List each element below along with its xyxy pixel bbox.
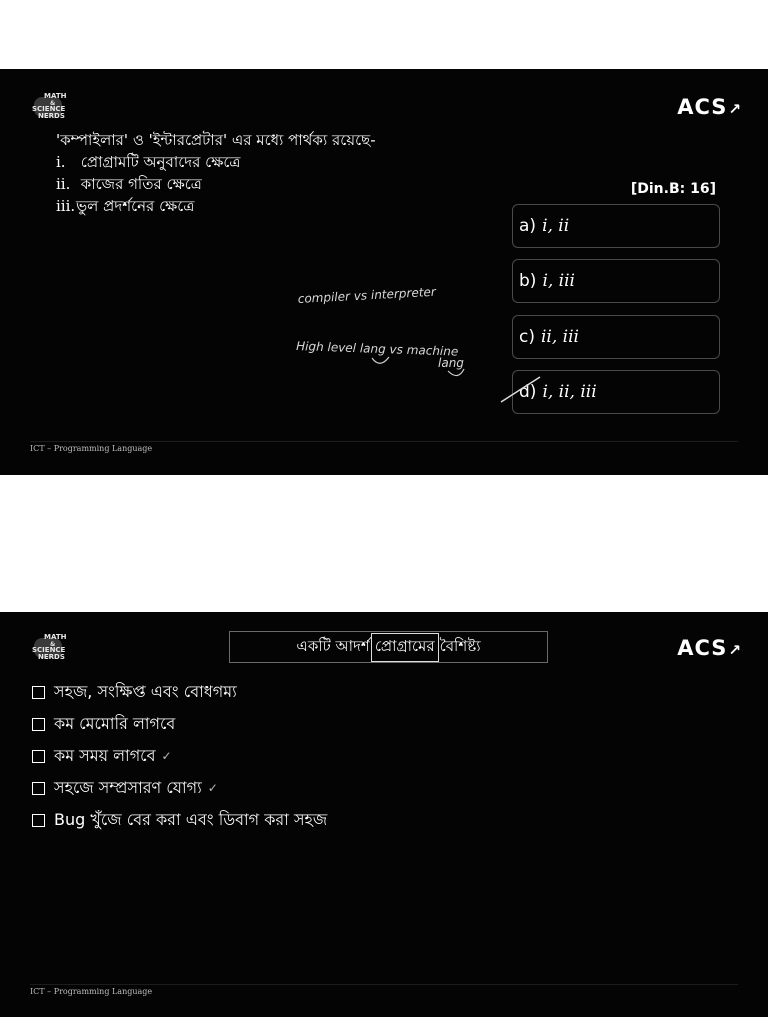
acs-logo-text: ACS (677, 636, 728, 660)
logo-text-amp: & (50, 100, 56, 107)
list-item (32, 740, 333, 772)
list-item-text: কম সময় লাগবে (54, 745, 156, 765)
footer-text: ICT – Programming Language (30, 987, 153, 996)
logo-text-science: SCIENCE (32, 646, 66, 654)
list-item (32, 676, 333, 708)
logo-text-nerds: NERDS (38, 653, 65, 661)
acs-logo (677, 636, 742, 660)
footer-divider (30, 441, 738, 442)
statement-text: কাজের গতির ক্ষেত্রে (80, 175, 202, 193)
footer-divider (30, 984, 738, 985)
checkbox-icon (32, 750, 45, 763)
list-item (32, 804, 333, 836)
checkbox-icon (32, 718, 45, 731)
option-expression: i, ii, iii (542, 382, 597, 402)
statement-number: i. (56, 153, 66, 171)
annotation-line-2: High level lang vs machine (295, 339, 459, 359)
option-expression: i, ii (542, 216, 570, 236)
option-letter: a) (519, 216, 537, 236)
tick-icon: ✓ (161, 749, 172, 763)
title-highlight-box: প্রোগ্রামের (371, 633, 439, 662)
logo-text-nerds: NERDS (38, 112, 65, 120)
tick-icon: ✓ (207, 781, 218, 795)
list-item (32, 772, 333, 804)
statement-number: ii. (56, 175, 71, 193)
annotation-line-3: lang (438, 356, 464, 370)
checkbox-icon (32, 782, 45, 795)
arrow-icon: ↗ (728, 100, 742, 118)
statement-text: প্রোগ্রামটি অনুবাদের ক্ষেত্রে (80, 153, 241, 171)
checkbox-icon (32, 814, 45, 827)
footer-text: ICT – Programming Language (30, 444, 153, 453)
logo-text-math: MATH (44, 633, 67, 641)
option-letter: b) (519, 271, 537, 291)
option-letter: c) (519, 327, 535, 347)
option-expression: i, iii (542, 271, 575, 291)
list-item-text: কম মেমোরি লাগবে (54, 713, 176, 733)
logo-text-science: SCIENCE (32, 105, 66, 113)
underline-curve (372, 357, 389, 363)
board-reference: [Din.B: 16] (630, 181, 716, 197)
logo-text-math: MATH (44, 92, 67, 100)
title-text: বৈশিষ্ট্য (439, 636, 481, 655)
title-text: একটি আদর্শ (296, 636, 370, 655)
option-expression: ii, iii (540, 327, 579, 347)
acs-logo-text: ACS (677, 95, 728, 119)
checkbox-icon (32, 686, 45, 699)
annotation-line-1: compiler vs interpreter (297, 284, 437, 306)
feature-list (32, 676, 333, 836)
handwritten-annotations (0, 69, 768, 475)
question-stem: 'কম্পাইলার' ও 'ইন্টারপ্রেটার' এর মধ্যে পার্থক্য রয়েছে- (56, 131, 376, 149)
list-item-text: সহজ, সংক্ষিপ্ত এবং বোধগম্য (54, 681, 237, 701)
logo-text-amp: & (50, 641, 56, 648)
slide-title (229, 631, 548, 663)
slide-mcq (0, 69, 768, 475)
option-letter: d) (519, 382, 537, 402)
list-item (32, 708, 333, 740)
statement-number: iii. (56, 197, 76, 215)
list-item-text: সহজে সম্প্রসারণ যোগ্য (54, 777, 202, 797)
list-item-text: Bug খুঁজে বের করা এবং ডিবাগ করা সহজ (54, 809, 328, 829)
math-science-nerds-logo (30, 634, 74, 664)
slide-features (0, 612, 768, 1017)
statement-text: ভুল প্রদর্শনের ক্ষেত্রে (76, 197, 195, 215)
tick-mark (501, 377, 540, 402)
arrow-icon: ↗ (728, 641, 742, 659)
